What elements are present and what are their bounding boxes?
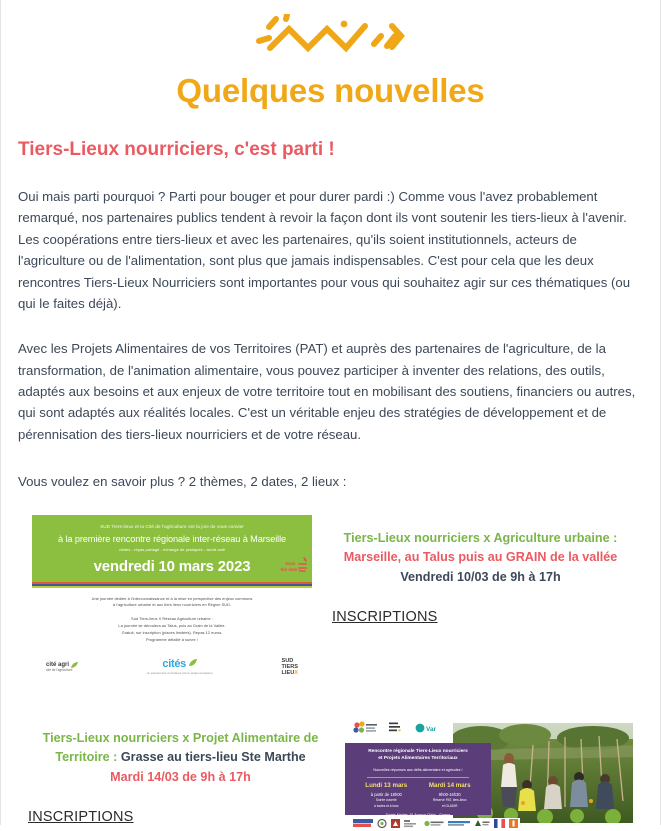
flyer2-day-two [420, 782, 479, 808]
event-one-row [18, 515, 643, 687]
event-one-title-red: Marseille, au Talus puis au GRAIN de la vallée [343, 550, 618, 565]
day-two-title: Mardi 14 mars [428, 781, 471, 789]
flyer2-info-panel [345, 743, 491, 818]
flyer2-top-logos [353, 721, 437, 735]
partner-logo-6 [448, 819, 470, 828]
zigzag-squiggle-icon [256, 14, 406, 59]
event-one-title-green: Tiers-Lieux nourriciers x Agriculture urbaine : [343, 530, 618, 545]
event-two-title-green-2: Territoire : [55, 750, 121, 765]
flyer-body-line-1: Une journée dédiée à l'interconnaissance et à la mise en perspective des enjeux communs [91, 595, 253, 601]
flyer2-headline-line-1: Rencontre régionale Tiers-Lieux nourriciers [368, 748, 468, 754]
departement-var-logo [415, 721, 437, 735]
event-one-inscriptions-link[interactable]: INSCRIPTIONS [332, 609, 438, 626]
day-two-time: 9h00-16h30 [438, 791, 461, 797]
flyer-body-spacer [48, 609, 296, 616]
partner-logo-5 [424, 819, 444, 828]
flyer-detail-line-2: La journée se déroulera au Talus, puis au Grain de la Vallée. [118, 623, 226, 629]
paragraph-3: Vous voulez en savoir plus ? 2 thèmes, 2 dates, 2 lieux : [18, 474, 347, 490]
save-the-date-marks-icon [296, 556, 308, 574]
event-one-date: Vendredi 10/03 de 9h à 17h [400, 569, 561, 584]
paragraph-2: Avec les Projets Alimentaires de vos Territoires (PAT) et auprès des partenaires de l'agriculture, de la transformation, de l'animation alimentaire, vous pouvez participer à inventer des relations, des outils, adaptés aux besoins et aux enjeux de votre territoire tout en mobilisant des soutiens, financiers ou autres, qui sont adaptés aux réalités locales. C'est un véritable enjeu des stratégies de développement et de pérennisation des tiers-lieux nourriciers et de votre réseau. [18, 341, 636, 442]
sud-logo-line-3: LIEUX [281, 670, 298, 677]
save-the-date-line-2: the date ! [280, 567, 300, 573]
sud-logo-line-1: SUD [281, 657, 294, 664]
event-one-flyer [32, 515, 312, 687]
event-one-details [318, 515, 643, 627]
event-two-title-green: Tiers-Lieux nourriciers x Projet Alimentaire de [42, 730, 319, 745]
event-two-date: Mardi 14/03 de 9h à 17h [110, 769, 251, 784]
save-the-date-line-1: Save [285, 560, 296, 566]
flyer2-day-one [357, 782, 416, 808]
partner-logo-1 [353, 819, 373, 828]
day-two-note-2: et GLADIR [442, 803, 458, 808]
flyer-date-big: vendredi 10 mars 2023 [93, 557, 251, 575]
event-two-flyer [345, 715, 633, 831]
flyer-invite-line: SUD Tiers-lieux et la Cité de l'agriculture ont la joie de vous convier [100, 523, 244, 529]
event-two-media [343, 715, 643, 831]
cites-logo-text: cités [162, 658, 186, 671]
flyer2-address: Sainte-Marthe, 51 Avenue Chiris - Grasse [385, 813, 451, 818]
event-two-title-blue: Grasse au tiers-lieu Ste Marthe [120, 750, 306, 765]
flyer2-subhead: Nouvelles réponses aux défis alimentaire et agricoles ! [373, 767, 463, 772]
partner-logo-2 [377, 819, 387, 828]
partner-logo-4 [404, 819, 420, 828]
section-title: Tiers-Lieux nourriciers, c'est parti ! [18, 139, 335, 161]
article-content [0, 139, 661, 831]
flyer-detail-line-3: Gratuit, sur inscription (places limitées). Repas 12 euros. [121, 629, 223, 635]
region-sud-logo [353, 721, 379, 735]
flyer2-dates [351, 782, 485, 808]
flyer-logo-strip [32, 650, 312, 687]
sud-tiers-lieux-mini-logo [389, 721, 405, 735]
day-one-time: à partir de 18h00 [370, 791, 402, 797]
cite-agri-logo-text: cité agri [46, 662, 70, 669]
newsletter-header [0, 0, 661, 109]
flyer-detail-line-4: Programme détaillé à suivre ! [145, 636, 199, 642]
flyer-headline: à la première rencontre régionale inter-réseau à Marseille [57, 533, 287, 544]
day-two-note-1: Réservé PAT, tiers-lieux [432, 798, 467, 803]
event-two-row [18, 715, 643, 831]
page-left-border [0, 0, 1, 825]
squiggle-dot-icon [340, 21, 347, 28]
cites-leaf-icon [189, 659, 197, 666]
event-two-title-line-2 [18, 748, 343, 768]
event-one-media [18, 515, 318, 687]
svg-text:Var: Var [426, 725, 437, 733]
sud-tiers-lieux-logo [282, 658, 298, 677]
event-two-cta-wrap [18, 787, 343, 826]
paragraph-1: Oui mais parti pourquoi ? Parti pour bouger et pour durer pardi :) Comme vous l'avez probablement remarqué, nos partenaires publics tendent à revoir la façon dont ils vont soutenir les tiers-lieux à l'avenir. Les coopérations entre tiers-lieux et avec les partenaires, qu'ils soient institutionnels, acteurs de l'agriculture ou de l'alimentation, sont plus que jamais indispensables. C'est pour cela que les deux rencontres Tiers-Lieux Nourriciers sont importantes pour vous qui souhaitez agir sur ces thématiques (ou qui le faites déjà). [18, 189, 631, 311]
partner-logo-7 [474, 819, 490, 828]
flyer-detail-line-1: Sud Tiers-lieux X Réseau Agriculture urbaine : [131, 616, 213, 622]
flyer2-divider [367, 777, 469, 778]
flyer-subline: visites - repas partagé - échange de pratiques - world café [118, 546, 226, 552]
cites-logo [147, 659, 213, 675]
flyer2-headline-line-2: et Projets Alimentaires Territoriaux [378, 755, 458, 761]
flyer-green-banner [32, 515, 312, 582]
partner-logo-8 [494, 819, 505, 828]
day-one-note-1: Soirée ouverte [375, 798, 397, 803]
flyer2-partner-logos [351, 818, 520, 829]
partner-logo-9 [509, 819, 518, 828]
flyer-body-line-2: à l'agriculture urbaine et aux tiers lieux nourriciers en Région SUD. [112, 602, 232, 608]
cites-logo-sub: un évènement co-financé par le projet européen [146, 670, 213, 675]
sud-logo-line-2: TIERS [281, 663, 298, 670]
event-two-details [18, 715, 343, 827]
day-one-note-2: à toutes et à tous [374, 803, 399, 808]
cite-agri-logo-sub: cité de l'agriculture [46, 667, 73, 672]
partner-logo-3 [391, 819, 400, 828]
day-one-title: Lundi 13 mars [365, 781, 408, 789]
event-two-inscriptions-link[interactable]: INSCRIPTIONS [28, 809, 134, 826]
event-one-cta-wrap [318, 587, 643, 626]
cite-agri-logo [46, 662, 78, 672]
flyer-body-text [32, 588, 312, 650]
page-title: Quelques nouvelles [176, 72, 485, 109]
